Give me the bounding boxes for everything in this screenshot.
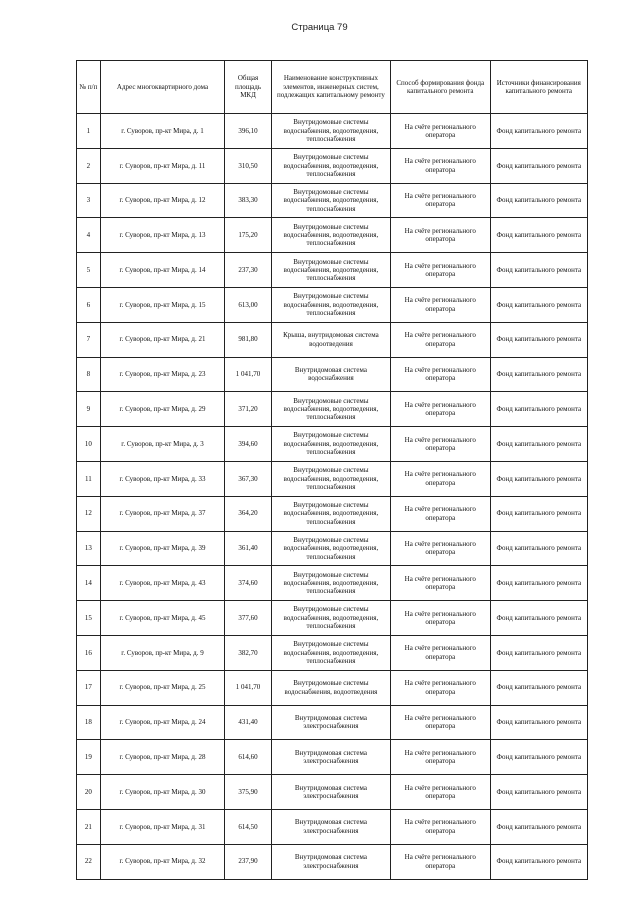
row-source: Фонд капитального ремонта: [490, 461, 587, 496]
table-row: [77, 844, 588, 879]
row-elements: Внутридомовая система водоснабжения: [271, 357, 390, 392]
row-source: Фонд капитального ремонта: [490, 844, 587, 879]
row-address: г. Суворов, пр-кт Мира, д. 39: [100, 531, 224, 566]
row-method: На счёте регионального оператора: [391, 601, 491, 636]
row-method: На счёте регионального оператора: [391, 566, 491, 601]
row-area: 371,20: [225, 392, 272, 427]
row-address: г. Суворов, пр-кт Мира, д. 29: [100, 392, 224, 427]
row-address: г. Суворов, пр-кт Мира, д. 30: [100, 775, 224, 810]
header-elements: Наименование конструктивных элементов, инженерных систем, подлежащих капитальному ремонту: [271, 61, 390, 114]
row-source: Фонд капитального ремонта: [490, 775, 587, 810]
row-source: Фонд капитального ремонта: [490, 287, 587, 322]
row-source: Фонд капитального ремонта: [490, 496, 587, 531]
row-elements: Внутридомовые системы водоснабжения, водоотведения, теплоснабжения: [271, 461, 390, 496]
row-area: 431,40: [225, 705, 272, 740]
row-source: Фонд капитального ремонта: [490, 740, 587, 775]
row-source: Фонд капитального ремонта: [490, 253, 587, 288]
row-address: г. Суворов, пр-кт Мира, д. 21: [100, 322, 224, 357]
row-area: 394,60: [225, 427, 272, 462]
header-source: Источники финансирования капитального ремонта: [490, 61, 587, 114]
header-address: Адрес многоквартирного дома: [100, 61, 224, 114]
row-elements: Внутридомовые системы водоснабжения, водоотведения, теплоснабжения: [271, 253, 390, 288]
row-method: На счёте регионального оператора: [391, 461, 491, 496]
row-address: г. Суворов, пр-кт Мира, д. 3: [100, 427, 224, 462]
row-elements: Внутридомовые системы водоснабжения, водоотведения, теплоснабжения: [271, 148, 390, 183]
row-method: На счёте регионального оператора: [391, 531, 491, 566]
table-row: [77, 392, 588, 427]
header-method: Способ формирования фонда капитального ремонта: [391, 61, 491, 114]
row-area: 383,30: [225, 183, 272, 218]
row-elements: Внутридомовые системы водоснабжения, водоотведения, теплоснабжения: [271, 287, 390, 322]
row-number: 14: [77, 566, 101, 601]
row-area: 1 041,70: [225, 357, 272, 392]
row-elements: Внутридомовые системы водоснабжения, водоотведения: [271, 670, 390, 705]
row-source: Фонд капитального ремонта: [490, 357, 587, 392]
row-elements: Крыша, внутридомовая система водоотведения: [271, 322, 390, 357]
row-address: г. Суворов, пр-кт Мира, д. 1: [100, 114, 224, 149]
table-row: [77, 809, 588, 844]
table-row: [77, 287, 588, 322]
table-row: [77, 566, 588, 601]
row-address: г. Суворов, пр-кт Мира, д. 31: [100, 809, 224, 844]
table-row: [77, 531, 588, 566]
table-row: [77, 183, 588, 218]
row-area: 382,70: [225, 635, 272, 670]
table-row: [77, 218, 588, 253]
row-address: г. Суворов, пр-кт Мира, д. 33: [100, 461, 224, 496]
row-source: Фонд капитального ремонта: [490, 183, 587, 218]
row-source: Фонд капитального ремонта: [490, 705, 587, 740]
row-area: 613,00: [225, 287, 272, 322]
table-row: [77, 775, 588, 810]
row-address: г. Суворов, пр-кт Мира, д. 9: [100, 635, 224, 670]
row-elements: Внутридомовые системы водоснабжения, водоотведения, теплоснабжения: [271, 392, 390, 427]
row-address: г. Суворов, пр-кт Мира, д. 15: [100, 287, 224, 322]
row-number: 19: [77, 740, 101, 775]
table-row: [77, 635, 588, 670]
row-method: На счёте регионального оператора: [391, 740, 491, 775]
row-number: 21: [77, 809, 101, 844]
row-source: Фонд капитального ремонта: [490, 427, 587, 462]
row-method: На счёте регионального оператора: [391, 148, 491, 183]
row-address: г. Суворов, пр-кт Мира, д. 14: [100, 253, 224, 288]
row-source: Фонд капитального ремонта: [490, 392, 587, 427]
row-method: На счёте регионального оператора: [391, 218, 491, 253]
row-elements: Внутридомовые системы водоснабжения, водоотведения, теплоснабжения: [271, 218, 390, 253]
table-row: [77, 427, 588, 462]
row-address: г. Суворов, пр-кт Мира, д. 11: [100, 148, 224, 183]
row-number: 16: [77, 635, 101, 670]
row-number: 5: [77, 253, 101, 288]
row-method: На счёте регионального оператора: [391, 844, 491, 879]
row-address: г. Суворов, пр-кт Мира, д. 45: [100, 601, 224, 636]
row-area: 364,20: [225, 496, 272, 531]
row-address: г. Суворов, пр-кт Мира, д. 12: [100, 183, 224, 218]
row-elements: Внутридомовые системы водоснабжения, водоотведения, теплоснабжения: [271, 427, 390, 462]
row-number: 9: [77, 392, 101, 427]
row-method: На счёте регионального оператора: [391, 287, 491, 322]
row-area: 375,90: [225, 775, 272, 810]
row-address: г. Суворов, пр-кт Мира, д. 32: [100, 844, 224, 879]
table-row: [77, 496, 588, 531]
row-number: 2: [77, 148, 101, 183]
table-row: [77, 148, 588, 183]
row-source: Фонд капитального ремонта: [490, 218, 587, 253]
row-source: Фонд капитального ремонта: [490, 809, 587, 844]
row-number: 7: [77, 322, 101, 357]
row-elements: Внутридомовая система электроснабжения: [271, 705, 390, 740]
repair-register-table: [76, 60, 588, 880]
table-row: [77, 461, 588, 496]
row-method: На счёте регионального оператора: [391, 392, 491, 427]
row-method: На счёте регионального оператора: [391, 183, 491, 218]
row-area: 367,30: [225, 461, 272, 496]
row-number: 18: [77, 705, 101, 740]
row-elements: Внутридомовые системы водоснабжения, водоотведения, теплоснабжения: [271, 566, 390, 601]
row-method: На счёте регионального оператора: [391, 114, 491, 149]
row-number: 13: [77, 531, 101, 566]
row-elements: Внутридомовая система электроснабжения: [271, 844, 390, 879]
header-area: Общая площадь МКД: [225, 61, 272, 114]
row-method: На счёте регионального оператора: [391, 322, 491, 357]
row-number: 15: [77, 601, 101, 636]
row-method: На счёте регионального оператора: [391, 670, 491, 705]
row-area: 310,50: [225, 148, 272, 183]
row-source: Фонд капитального ремонта: [490, 531, 587, 566]
row-number: 3: [77, 183, 101, 218]
row-source: Фонд капитального ремонта: [490, 566, 587, 601]
row-method: На счёте регионального оператора: [391, 635, 491, 670]
row-area: 396,10: [225, 114, 272, 149]
row-address: г. Суворов, пр-кт Мира, д. 24: [100, 705, 224, 740]
row-method: На счёте регионального оператора: [391, 253, 491, 288]
table-row: [77, 322, 588, 357]
row-area: 175,20: [225, 218, 272, 253]
row-area: 614,60: [225, 740, 272, 775]
row-area: 377,60: [225, 601, 272, 636]
row-elements: Внутридомовые системы водоснабжения, водоотведения, теплоснабжения: [271, 601, 390, 636]
table-row: [77, 670, 588, 705]
row-address: г. Суворов, пр-кт Мира, д. 37: [100, 496, 224, 531]
row-number: 20: [77, 775, 101, 810]
row-area: 237,90: [225, 844, 272, 879]
row-number: 12: [77, 496, 101, 531]
row-address: г. Суворов, пр-кт Мира, д. 25: [100, 670, 224, 705]
row-elements: Внутридомовые системы водоснабжения, водоотведения, теплоснабжения: [271, 114, 390, 149]
table-body: [77, 114, 588, 880]
header-number: № п/п: [77, 61, 101, 114]
row-area: 981,80: [225, 322, 272, 357]
row-number: 8: [77, 357, 101, 392]
row-method: На счёте регионального оператора: [391, 357, 491, 392]
table-row: [77, 601, 588, 636]
row-area: 237,30: [225, 253, 272, 288]
row-source: Фонд капитального ремонта: [490, 635, 587, 670]
table-row: [77, 705, 588, 740]
row-method: На счёте регионального оператора: [391, 427, 491, 462]
row-number: 11: [77, 461, 101, 496]
row-number: 17: [77, 670, 101, 705]
row-method: На счёте регионального оператора: [391, 775, 491, 810]
row-source: Фонд капитального ремонта: [490, 670, 587, 705]
row-number: 6: [77, 287, 101, 322]
row-elements: Внутридомовые системы водоснабжения, водоотведения, теплоснабжения: [271, 635, 390, 670]
row-address: г. Суворов, пр-кт Мира, д. 13: [100, 218, 224, 253]
table-row: [77, 114, 588, 149]
row-area: 1 041,70: [225, 670, 272, 705]
table-header: [77, 61, 588, 114]
row-elements: Внутридомовые системы водоснабжения, водоотведения, теплоснабжения: [271, 531, 390, 566]
row-address: г. Суворов, пр-кт Мира, д. 23: [100, 357, 224, 392]
row-method: На счёте регионального оператора: [391, 496, 491, 531]
row-method: На счёте регионального оператора: [391, 705, 491, 740]
table-row: [77, 357, 588, 392]
row-source: Фонд капитального ремонта: [490, 322, 587, 357]
row-source: Фонд капитального ремонта: [490, 601, 587, 636]
header-row: [77, 61, 588, 114]
row-elements: Внутридомовая система электроснабжения: [271, 775, 390, 810]
table-row: [77, 740, 588, 775]
row-address: г. Суворов, пр-кт Мира, д. 28: [100, 740, 224, 775]
row-method: На счёте регионального оператора: [391, 809, 491, 844]
row-number: 22: [77, 844, 101, 879]
row-number: 4: [77, 218, 101, 253]
page-header: Страница 79: [291, 22, 348, 33]
row-area: 614,50: [225, 809, 272, 844]
row-area: 361,40: [225, 531, 272, 566]
row-elements: Внутридомовая система электроснабжения: [271, 809, 390, 844]
row-area: 374,60: [225, 566, 272, 601]
table-row: [77, 253, 588, 288]
row-source: Фонд капитального ремонта: [490, 114, 587, 149]
row-source: Фонд капитального ремонта: [490, 148, 587, 183]
row-elements: Внутридомовые системы водоснабжения, водоотведения, теплоснабжения: [271, 496, 390, 531]
row-address: г. Суворов, пр-кт Мира, д. 43: [100, 566, 224, 601]
row-elements: Внутридомовые системы водоснабжения, водоотведения, теплоснабжения: [271, 183, 390, 218]
row-elements: Внутридомовая система электроснабжения: [271, 740, 390, 775]
row-number: 1: [77, 114, 101, 149]
row-number: 10: [77, 427, 101, 462]
